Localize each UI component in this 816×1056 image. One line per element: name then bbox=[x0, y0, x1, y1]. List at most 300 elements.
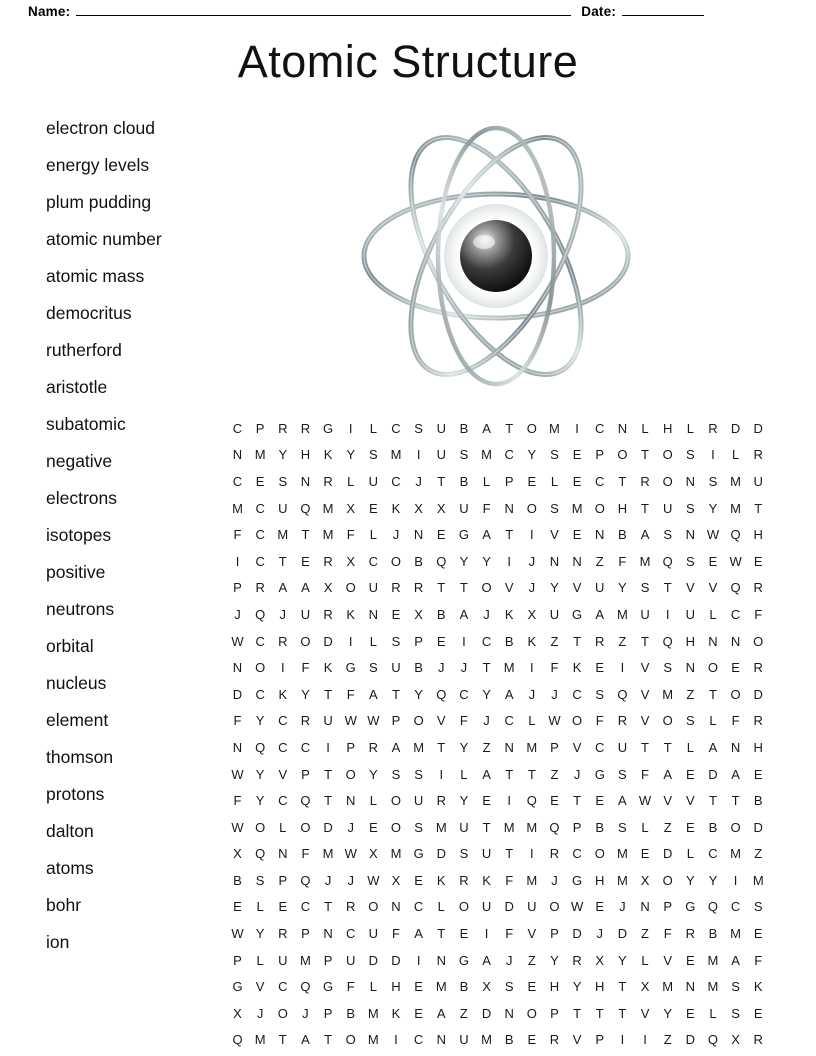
puzzle-cell: C bbox=[595, 473, 605, 489]
puzzle-cell: E bbox=[685, 766, 695, 782]
puzzle-cell: H bbox=[595, 872, 605, 888]
puzzle-cell: F bbox=[550, 660, 559, 676]
puzzle-cell: J bbox=[347, 872, 354, 888]
puzzle-cell: N bbox=[685, 660, 695, 676]
puzzle-cell: P bbox=[550, 739, 559, 755]
puzzle-cell: J bbox=[324, 872, 332, 888]
puzzle-cell: S bbox=[459, 447, 469, 463]
puzzle-cell: U bbox=[481, 899, 492, 915]
puzzle-cell: L bbox=[686, 420, 694, 436]
puzzle-cell: U bbox=[323, 713, 333, 729]
puzzle-cell: F bbox=[346, 527, 355, 543]
puzzle-cell: O bbox=[481, 580, 492, 596]
puzzle-cell: L bbox=[686, 739, 694, 755]
puzzle-cell: D bbox=[572, 926, 582, 942]
puzzle-cell: H bbox=[549, 979, 560, 995]
puzzle-cell: T bbox=[573, 793, 582, 809]
puzzle-cell: A bbox=[663, 766, 672, 782]
puzzle-cell: I bbox=[439, 766, 444, 782]
puzzle-cell: T bbox=[618, 473, 627, 489]
puzzle-cell: N bbox=[232, 447, 243, 463]
puzzle-cell: X bbox=[346, 553, 356, 569]
puzzle-cell: V bbox=[278, 766, 288, 782]
puzzle-cell: I bbox=[507, 553, 511, 569]
puzzle-cell: G bbox=[458, 952, 469, 968]
puzzle-cell: E bbox=[414, 979, 423, 995]
puzzle-cell: C bbox=[255, 500, 265, 516]
puzzle-cell: T bbox=[663, 739, 672, 755]
puzzle-cell: U bbox=[413, 793, 424, 809]
puzzle-cell: P bbox=[346, 739, 356, 755]
puzzle-cell: W bbox=[367, 713, 380, 729]
puzzle-cell: N bbox=[549, 553, 560, 569]
puzzle-cell: O bbox=[662, 473, 673, 489]
puzzle-cell: N bbox=[708, 633, 718, 649]
puzzle-cell: R bbox=[459, 872, 469, 888]
puzzle-cell: T bbox=[527, 766, 536, 782]
puzzle-cell: I bbox=[530, 527, 534, 543]
puzzle-row bbox=[228, 681, 768, 708]
puzzle-cell: L bbox=[369, 979, 377, 995]
puzzle-cell: P bbox=[550, 1005, 559, 1021]
puzzle-cell: U bbox=[368, 580, 379, 596]
puzzle-cell: L bbox=[256, 899, 264, 915]
puzzle-cell: T bbox=[708, 686, 717, 702]
puzzle-cell: A bbox=[391, 739, 401, 755]
puzzle-cell: D bbox=[708, 766, 718, 782]
puzzle-cell: Y bbox=[550, 580, 559, 596]
puzzle-cell: S bbox=[550, 447, 559, 463]
puzzle-cell: S bbox=[685, 713, 695, 729]
puzzle-cell: D bbox=[391, 952, 401, 968]
puzzle-cell: J bbox=[528, 686, 536, 702]
puzzle-cell: P bbox=[504, 473, 514, 489]
puzzle-cell: X bbox=[527, 606, 537, 622]
puzzle-cell: K bbox=[278, 686, 288, 702]
puzzle-cell: B bbox=[753, 793, 763, 809]
puzzle-cell: R bbox=[549, 846, 560, 862]
puzzle-cell: I bbox=[394, 1032, 398, 1048]
puzzle-cell: E bbox=[278, 899, 288, 915]
puzzle-cell: S bbox=[459, 846, 469, 862]
puzzle-cell: M bbox=[730, 500, 742, 516]
puzzle-cell: G bbox=[345, 660, 356, 676]
puzzle-cell: R bbox=[368, 739, 379, 755]
puzzle-cell: U bbox=[391, 660, 401, 676]
date-write-line[interactable] bbox=[622, 2, 704, 16]
puzzle-cell: E bbox=[685, 819, 695, 835]
puzzle-cell: E bbox=[414, 872, 423, 888]
worksheet-header bbox=[28, 2, 788, 24]
puzzle-cell: O bbox=[255, 660, 266, 676]
puzzle-cell: T bbox=[641, 739, 649, 755]
word-list-item: energy levels bbox=[46, 155, 150, 175]
puzzle-cell: S bbox=[618, 766, 627, 782]
puzzle-cell: M bbox=[707, 979, 719, 995]
puzzle-cell: B bbox=[618, 527, 627, 543]
puzzle-cell: H bbox=[300, 447, 311, 463]
puzzle-cell: L bbox=[279, 819, 287, 835]
puzzle-cell: R bbox=[346, 899, 356, 915]
name-label: Name: bbox=[28, 4, 71, 19]
puzzle-cell: D bbox=[481, 1005, 492, 1021]
puzzle-cell: R bbox=[323, 553, 333, 569]
puzzle-cell: B bbox=[233, 872, 242, 888]
puzzle-cell: S bbox=[595, 686, 605, 702]
puzzle-cell: S bbox=[753, 899, 763, 915]
puzzle-cell: Y bbox=[618, 952, 627, 968]
puzzle-cell: O bbox=[390, 553, 402, 569]
puzzle-cell: E bbox=[255, 473, 265, 489]
puzzle-cell: R bbox=[323, 606, 333, 622]
puzzle-cell: E bbox=[527, 979, 537, 995]
puzzle-cell: H bbox=[685, 633, 695, 649]
puzzle-cell: K bbox=[391, 500, 401, 516]
puzzle-cell: V bbox=[663, 793, 672, 809]
puzzle-cell: S bbox=[369, 447, 378, 463]
puzzle-cell: P bbox=[323, 1005, 333, 1021]
puzzle-cell: Z bbox=[686, 686, 695, 702]
puzzle-cell: I bbox=[507, 793, 511, 809]
word-list-item: subatomic bbox=[46, 414, 126, 434]
puzzle-cell: S bbox=[663, 527, 672, 543]
puzzle-cell: U bbox=[527, 899, 537, 915]
word-list-item: isotopes bbox=[46, 525, 112, 545]
puzzle-cell: P bbox=[301, 926, 310, 942]
word-list-item: bohr bbox=[46, 895, 82, 915]
puzzle-cell: I bbox=[348, 633, 353, 649]
puzzle-cell: O bbox=[662, 872, 673, 888]
puzzle-cell: E bbox=[640, 846, 650, 862]
puzzle-cell: P bbox=[233, 952, 242, 968]
puzzle-cell: T bbox=[324, 686, 333, 702]
puzzle-cell: M bbox=[752, 872, 764, 888]
puzzle-cell: G bbox=[572, 872, 583, 888]
puzzle-cell: S bbox=[391, 633, 401, 649]
puzzle-cell: E bbox=[414, 1005, 423, 1021]
puzzle-cell: Q bbox=[300, 500, 311, 516]
puzzle-cell: F bbox=[618, 553, 627, 569]
word-list-item: atoms bbox=[46, 858, 94, 878]
puzzle-cell: V bbox=[572, 580, 582, 596]
puzzle-cell: L bbox=[709, 606, 717, 622]
puzzle-cell: C bbox=[346, 926, 356, 942]
puzzle-cell: A bbox=[482, 527, 491, 543]
puzzle-cell: M bbox=[390, 447, 402, 463]
puzzle-row bbox=[228, 521, 768, 548]
puzzle-cell: P bbox=[595, 1032, 605, 1048]
puzzle-cell: B bbox=[459, 979, 469, 995]
puzzle-cell: C bbox=[278, 979, 288, 995]
puzzle-cell: R bbox=[708, 420, 718, 436]
puzzle-cell: D bbox=[730, 420, 741, 436]
puzzle-cell: Q bbox=[662, 553, 673, 569]
puzzle-cell: Q bbox=[617, 686, 628, 702]
puzzle-cell: E bbox=[572, 447, 582, 463]
puzzle-cell: R bbox=[640, 473, 650, 489]
puzzle-cell: F bbox=[505, 926, 514, 942]
puzzle-row bbox=[228, 708, 768, 735]
puzzle-cell: F bbox=[595, 713, 604, 729]
word-list bbox=[46, 110, 236, 961]
puzzle-cell: Z bbox=[459, 1005, 468, 1021]
puzzle-cell: J bbox=[551, 686, 558, 702]
puzzle-cell: X bbox=[414, 500, 423, 516]
puzzle-cell: S bbox=[550, 500, 559, 516]
puzzle-cell: H bbox=[753, 527, 763, 543]
puzzle-cell: B bbox=[346, 1005, 356, 1021]
puzzle-cell: A bbox=[708, 739, 718, 755]
puzzle-cell: Y bbox=[459, 793, 469, 809]
puzzle-cell: R bbox=[413, 580, 424, 596]
puzzle-cell: O bbox=[390, 793, 402, 809]
puzzle-cell: N bbox=[685, 527, 695, 543]
puzzle-cell: J bbox=[347, 819, 354, 835]
puzzle-cell: E bbox=[572, 473, 582, 489]
puzzle-cell: U bbox=[640, 606, 650, 622]
puzzle-cell: O bbox=[549, 899, 560, 915]
puzzle-cell: P bbox=[255, 420, 265, 436]
puzzle-cell: M bbox=[481, 1032, 492, 1048]
puzzle-cell: J bbox=[551, 872, 558, 888]
puzzle-cell: B bbox=[436, 606, 446, 622]
puzzle-cell: M bbox=[526, 872, 538, 888]
puzzle-cell: M bbox=[367, 1005, 379, 1021]
puzzle-cell: X bbox=[233, 1005, 242, 1021]
puzzle-cell: E bbox=[753, 926, 763, 942]
puzzle-cell: R bbox=[278, 926, 288, 942]
puzzle-cell: S bbox=[685, 553, 695, 569]
puzzle-cell: C bbox=[730, 606, 741, 622]
puzzle-cell: C bbox=[300, 899, 311, 915]
puzzle-cell: L bbox=[641, 819, 649, 835]
puzzle-cell: M bbox=[367, 1032, 379, 1048]
puzzle-cell: B bbox=[414, 553, 423, 569]
puzzle-cell: N bbox=[300, 473, 311, 489]
puzzle-cell: U bbox=[368, 926, 379, 942]
puzzle-row bbox=[228, 814, 768, 841]
puzzle-cell: Q bbox=[549, 819, 560, 835]
puzzle-cell: W bbox=[638, 793, 652, 809]
puzzle-row bbox=[228, 442, 768, 469]
puzzle-cell: R bbox=[753, 660, 763, 676]
puzzle-cell: U bbox=[481, 846, 492, 862]
word-list-item: element bbox=[46, 710, 109, 730]
puzzle-cell: X bbox=[346, 500, 356, 516]
puzzle-cell: J bbox=[505, 952, 513, 968]
puzzle-cell: M bbox=[571, 500, 583, 516]
puzzle-cell: M bbox=[639, 553, 651, 569]
puzzle-row bbox=[228, 973, 768, 1000]
puzzle-cell: T bbox=[641, 447, 649, 463]
puzzle-cell: Y bbox=[459, 739, 469, 755]
puzzle-cell: C bbox=[255, 527, 265, 543]
puzzle-cell: T bbox=[392, 686, 400, 702]
puzzle-cell: A bbox=[595, 606, 605, 622]
puzzle-cell: M bbox=[413, 739, 425, 755]
puzzle-cell: D bbox=[753, 420, 763, 436]
puzzle-cell: K bbox=[323, 660, 333, 676]
puzzle-cell: O bbox=[300, 633, 311, 649]
puzzle-cell: C bbox=[572, 846, 582, 862]
puzzle-cell: S bbox=[391, 766, 401, 782]
puzzle-cell: E bbox=[595, 793, 605, 809]
puzzle-cell: E bbox=[527, 1032, 537, 1048]
name-write-line[interactable] bbox=[76, 2, 571, 16]
word-search-grid bbox=[228, 415, 768, 1053]
puzzle-cell: A bbox=[482, 766, 491, 782]
puzzle-cell: A bbox=[504, 686, 514, 702]
puzzle-cell: M bbox=[254, 447, 266, 463]
puzzle-cell: U bbox=[459, 1032, 469, 1048]
puzzle-cell: K bbox=[572, 660, 582, 676]
puzzle-cell: F bbox=[233, 793, 242, 809]
puzzle-cell: T bbox=[437, 580, 446, 596]
puzzle-cell: A bbox=[731, 952, 740, 968]
puzzle-cell: J bbox=[528, 580, 536, 596]
puzzle-cell: T bbox=[505, 527, 514, 543]
puzzle-cell: P bbox=[663, 899, 672, 915]
puzzle-cell: L bbox=[550, 473, 559, 489]
puzzle-cell: A bbox=[278, 580, 288, 596]
puzzle-cell: E bbox=[753, 553, 763, 569]
puzzle-cell: Z bbox=[618, 633, 627, 649]
puzzle-cell: E bbox=[459, 926, 469, 942]
puzzle-cell: O bbox=[594, 846, 605, 862]
puzzle-cell: L bbox=[709, 713, 717, 729]
puzzle-cell: Y bbox=[255, 793, 265, 809]
puzzle-cell: S bbox=[618, 819, 627, 835]
puzzle-cell: R bbox=[391, 580, 401, 596]
puzzle-cell: I bbox=[530, 846, 534, 862]
word-list-item: aristotle bbox=[46, 377, 108, 397]
puzzle-cell: B bbox=[708, 926, 718, 942]
puzzle-cell: L bbox=[482, 473, 491, 489]
puzzle-cell: Y bbox=[255, 926, 265, 942]
puzzle-cell: D bbox=[662, 846, 673, 862]
puzzle-cell: T bbox=[573, 633, 582, 649]
puzzle-cell: S bbox=[414, 766, 423, 782]
puzzle-cell: U bbox=[595, 580, 605, 596]
puzzle-row bbox=[228, 867, 768, 894]
puzzle-cell: M bbox=[526, 739, 538, 755]
puzzle-cell: Z bbox=[550, 633, 559, 649]
puzzle-cell: M bbox=[616, 606, 628, 622]
puzzle-cell: M bbox=[616, 846, 628, 862]
puzzle-cell: M bbox=[730, 846, 742, 862]
puzzle-cell: O bbox=[730, 686, 741, 702]
date-label: Date: bbox=[581, 4, 617, 19]
puzzle-cell: E bbox=[436, 633, 446, 649]
puzzle-cell: C bbox=[391, 473, 401, 489]
puzzle-row bbox=[228, 841, 768, 868]
puzzle-cell: F bbox=[233, 713, 242, 729]
puzzle-cell: G bbox=[685, 899, 696, 915]
puzzle-cell: X bbox=[233, 846, 242, 862]
puzzle-cell: M bbox=[730, 926, 742, 942]
puzzle-cell: J bbox=[528, 553, 536, 569]
puzzle-cell: C bbox=[708, 846, 718, 862]
puzzle-cell: D bbox=[436, 846, 446, 862]
puzzle-cell: E bbox=[436, 527, 446, 543]
puzzle-cell: T bbox=[618, 979, 627, 995]
puzzle-cell: T bbox=[641, 500, 649, 516]
puzzle-cell: T bbox=[731, 793, 740, 809]
puzzle-cell: A bbox=[482, 420, 491, 436]
puzzle-cell: D bbox=[232, 686, 243, 702]
puzzle-cell: R bbox=[572, 952, 582, 968]
puzzle-cell: L bbox=[460, 766, 468, 782]
puzzle-cell: U bbox=[278, 500, 288, 516]
word-list-item: atomic number bbox=[46, 229, 162, 249]
puzzle-cell: T bbox=[437, 739, 446, 755]
puzzle-cell: M bbox=[616, 872, 628, 888]
puzzle-cell: V bbox=[640, 660, 650, 676]
puzzle-cell: H bbox=[595, 979, 605, 995]
puzzle-cell: U bbox=[346, 952, 356, 968]
puzzle-cell: Y bbox=[255, 713, 265, 729]
puzzle-cell: C bbox=[459, 686, 469, 702]
puzzle-cell: Z bbox=[663, 1032, 672, 1048]
puzzle-cell: N bbox=[368, 606, 379, 622]
puzzle-cell: F bbox=[346, 979, 355, 995]
puzzle-cell: R bbox=[278, 420, 288, 436]
puzzle-cell: U bbox=[300, 606, 311, 622]
puzzle-cell: X bbox=[414, 606, 423, 622]
puzzle-cell: K bbox=[482, 872, 491, 888]
puzzle-row bbox=[228, 947, 768, 974]
puzzle-cell: E bbox=[369, 500, 378, 516]
puzzle-cell: F bbox=[233, 527, 242, 543]
puzzle-cell: T bbox=[573, 1005, 582, 1021]
puzzle-cell: Q bbox=[730, 580, 741, 596]
puzzle-cell: J bbox=[256, 1005, 264, 1021]
puzzle-cell: C bbox=[572, 686, 582, 702]
puzzle-cell: I bbox=[280, 660, 285, 676]
puzzle-cell: M bbox=[232, 500, 243, 516]
puzzle-cell: C bbox=[300, 739, 311, 755]
puzzle-cell: C bbox=[255, 686, 265, 702]
word-list-item: positive bbox=[46, 562, 106, 582]
puzzle-cell: J bbox=[234, 606, 241, 622]
puzzle-cell: R bbox=[685, 926, 695, 942]
puzzle-cell: T bbox=[278, 1032, 287, 1048]
puzzle-cell: M bbox=[435, 979, 447, 995]
puzzle-row bbox=[228, 787, 768, 814]
puzzle-cell: O bbox=[730, 819, 741, 835]
puzzle-cell: T bbox=[482, 660, 491, 676]
puzzle-cell: I bbox=[733, 872, 738, 888]
puzzle-cell: Z bbox=[527, 952, 536, 968]
puzzle-cell: K bbox=[436, 872, 446, 888]
word-list-item: thomson bbox=[46, 747, 114, 767]
puzzle-cell: W bbox=[344, 846, 357, 862]
puzzle-cell: R bbox=[753, 447, 763, 463]
word-list-item: electron cloud bbox=[46, 118, 155, 138]
puzzle-cell: J bbox=[573, 766, 581, 782]
puzzle-cell: N bbox=[413, 527, 424, 543]
puzzle-cell: R bbox=[436, 793, 446, 809]
puzzle-cell: E bbox=[595, 660, 605, 676]
puzzle-cell: X bbox=[482, 979, 491, 995]
puzzle-cell: C bbox=[255, 633, 265, 649]
puzzle-row bbox=[228, 761, 768, 788]
puzzle-cell: Q bbox=[436, 686, 447, 702]
puzzle-cell: O bbox=[753, 633, 764, 649]
puzzle-cell: S bbox=[685, 500, 695, 516]
puzzle-cell: M bbox=[662, 979, 674, 995]
puzzle-cell: F bbox=[346, 686, 355, 702]
